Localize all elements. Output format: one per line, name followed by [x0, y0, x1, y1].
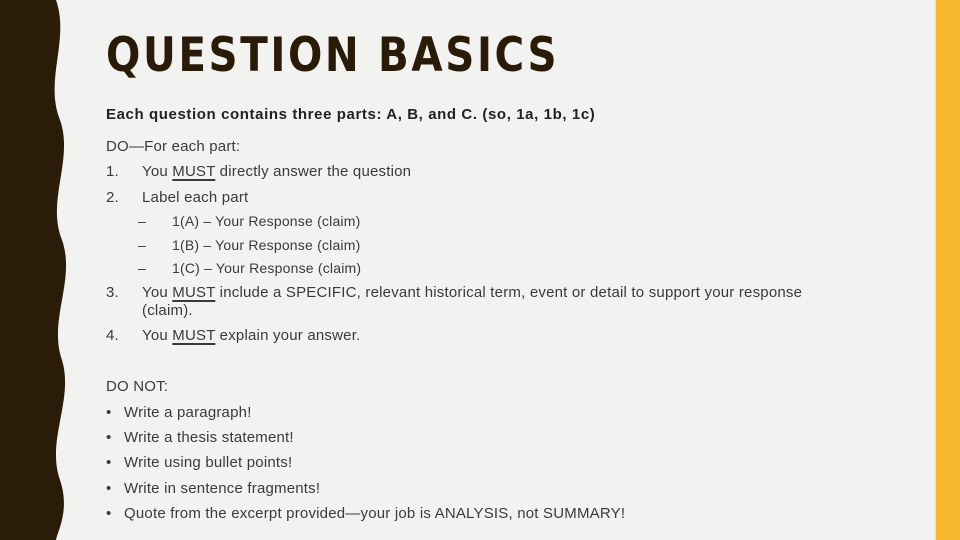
do-item-text: You MUST explain your answer. — [142, 327, 361, 344]
right-accent-band — [936, 0, 960, 540]
dont-heading: DO NOT: — [106, 378, 169, 395]
bullet-marker: • — [106, 429, 112, 446]
subitem-text: 1(A) – Your Response (claim) — [172, 213, 361, 229]
dash-marker: – — [138, 237, 146, 253]
do-item-number: 1. — [106, 163, 119, 180]
bullet-marker: • — [106, 404, 112, 421]
do-item-3-continuation: (claim). — [142, 302, 193, 319]
dont-item-text: Write in sentence fragments! — [124, 480, 321, 497]
emphasis-must: MUST — [172, 327, 216, 344]
bullet-marker: • — [106, 480, 112, 497]
dash-marker: – — [138, 260, 146, 276]
page-title: QUESTION BASICS — [106, 28, 560, 83]
do-item-number: 4. — [106, 327, 119, 344]
do-item-number: 3. — [106, 284, 119, 301]
do-heading: DO—For each part: — [106, 138, 241, 155]
subitem-text: 1(B) – Your Response (claim) — [172, 237, 361, 253]
dont-item-text: Quote from the excerpt provided—your job is ANALYSIS, not SUMMARY! — [124, 505, 626, 522]
do-item-number: 2. — [106, 189, 119, 206]
dont-item-text: Write using bullet points! — [124, 454, 293, 471]
dash-marker: – — [138, 213, 146, 229]
emphasis-must: MUST — [172, 284, 216, 301]
do-item-text: Label each part — [142, 189, 249, 206]
dont-item-text: Write a thesis statement! — [124, 429, 294, 446]
left-decorative-band — [0, 0, 72, 540]
dont-item-text: Write a paragraph! — [124, 404, 252, 421]
do-item-text: You MUST directly answer the question — [142, 163, 412, 180]
subitem-text: 1(C) – Your Response (claim) — [172, 260, 362, 276]
emphasis-must: MUST — [172, 163, 216, 180]
subtitle: Each question contains three parts: A, B, and C. (so, 1a, 1b, 1c) — [106, 106, 596, 123]
do-item-text: You MUST include a SPECIFIC, relevant historical term, event or detail to support your response — [142, 284, 803, 301]
bullet-marker: • — [106, 454, 112, 471]
bullet-marker: • — [106, 505, 112, 522]
